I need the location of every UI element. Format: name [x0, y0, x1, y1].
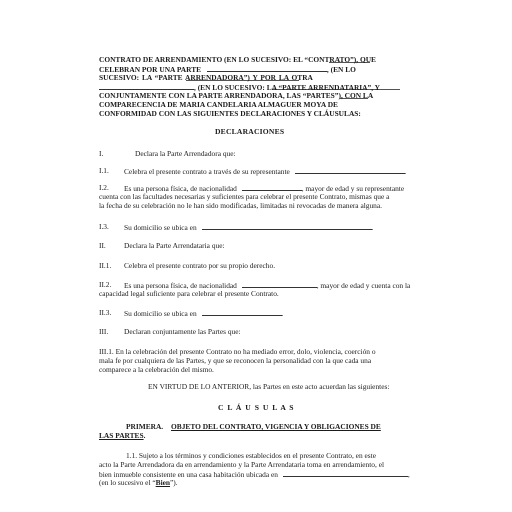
- decl-i3-line: Su domicilio se ubica en .: [124, 223, 374, 232]
- intro-line-7: CONFORMIDAD CON LAS SIGUIENTES DECLARACIONES Y CLÁUSULAS:: [99, 109, 361, 118]
- primera-line-2: [99, 431, 145, 440]
- nacionalidad-arrendadora-blank: [242, 183, 302, 191]
- clause-1-1-line-4: [99, 478, 178, 487]
- clause-1-1-line-1: 1.1. Sujeto a los términos y condiciones establecidos en el presente Contrato, en este: [126, 451, 376, 460]
- clause-1-1-line-4a: (en lo sucesivo el “: [99, 478, 156, 487]
- clause-1-1-line-3: bien inmueble consistente en una casa habitación ubicada en ,: [99, 470, 410, 479]
- decl-ii2-text-a: Es una persona física, de nacionalidad: [124, 281, 237, 290]
- decl-i-text: Declara la Parte Arrendadora que:: [135, 149, 236, 158]
- decl-i-number: I.: [99, 149, 104, 158]
- primera-line-1: [126, 422, 381, 431]
- clausulas-heading: C L Á U S U L A S: [218, 403, 295, 412]
- en-virtud-paragraph: EN VIRTUD DE LO ANTERIOR, las Partes en este acto acuerdan las siguientes:: [148, 382, 390, 391]
- decl-ii2-number: II.2.: [99, 280, 112, 289]
- intro-line-3: SUCESIVO: LA “PARTE ARRENDADORA”) Y POR LA OTRA: [99, 73, 313, 82]
- intro-line-5: CONJUNTAMENTE CON LA PARTE ARRENDADORA, LAS “PARTES”), CON LA: [99, 91, 374, 100]
- decl-i3-text: Su domicilio se ubica en: [124, 223, 197, 232]
- decl-i2-line-3: la fecha de su celebración no le han sido modificadas, limitadas ni revocadas de manera alguna.: [99, 201, 382, 210]
- decl-i3-number: I.3.: [99, 222, 109, 231]
- clause-1-1-line-4c: ”).: [170, 478, 178, 487]
- primera-title-cont: LAS PARTES: [99, 431, 144, 440]
- decl-i2-number: I.2.: [99, 183, 109, 192]
- intro-line-4-text: , (EN LO SUCESIVO: LA “PARTE ARRENDATARIA”, Y: [194, 83, 380, 92]
- representante-blank: [295, 166, 405, 174]
- decl-ii1-number: II.1.: [99, 261, 112, 270]
- clause-1-1-line-3-text: bien inmueble consistente en una casa habitación ubicada en: [99, 470, 278, 479]
- ubicacion-bien-blank: [283, 469, 408, 477]
- intro-line-2-text: CELEBRAN POR UNA PARTE: [99, 65, 202, 74]
- decl-ii3-number: II.3.: [99, 308, 112, 317]
- arrendataria-name-blank: [99, 82, 194, 90]
- decl-ii3-text: Su domicilio se ubica en: [124, 309, 197, 318]
- decl-iii1-line-2: mala fe por cualquiera de las Partes, y que se reconocen la personalidad con la que cada una: [99, 356, 372, 365]
- decl-ii-text: Declara la Parte Arrendataria que:: [124, 241, 225, 250]
- decl-iii-number: III.: [99, 327, 109, 336]
- decl-i2-line-2: cuenta con las facultades necesarias y suficientes para celebrar el presente Contrato, mismas que a: [99, 192, 390, 201]
- intro-line-2-end: , (EN LO: [326, 65, 356, 74]
- intro-line-6: COMPARECENCIA DE MARIA CANDELARIA ALMAGUER MOYA DE: [99, 100, 338, 109]
- bien-term: Bien: [155, 478, 171, 487]
- domicilio-arrendadora-blank: [202, 222, 372, 230]
- decl-ii3-line: Su domicilio se ubica en .: [124, 309, 284, 318]
- decl-i1-text: Celebra el presente contrato a través de su representante: [124, 167, 290, 176]
- decl-i1-line: Celebra el presente contrato a través de su representante .: [124, 167, 407, 176]
- intro-line-1: CONTRATO DE ARRENDAMIENTO (EN LO SUCESIVO: EL “CONTRATO”), QUE: [99, 55, 376, 64]
- decl-i2-text-a: Es una persona física, de nacionalidad: [124, 184, 237, 193]
- decl-iii1-line-3: comparece a la celebración del mismo.: [99, 365, 214, 374]
- nacionalidad-arrendataria-blank: [242, 280, 317, 288]
- decl-iii1-line-1: III.1. En la celebración del presente Contrato no ha mediado error, dolo, violencia, coerción o: [99, 347, 376, 356]
- decl-ii1-text: Celebra el presente contrato por su propio derecho.: [124, 261, 276, 270]
- arrendadora-name-blank: [207, 64, 327, 72]
- domicilio-arrendataria-blank: [202, 308, 282, 316]
- decl-i1-number: I.1.: [99, 166, 109, 175]
- primera-title-end: .: [143, 431, 146, 440]
- primera-label: PRIMERA.: [126, 422, 164, 431]
- decl-ii-number: II.: [99, 241, 106, 250]
- decl-ii2-line-2: capacidad legal suficiente para celebrar el presente Contrato.: [99, 289, 279, 298]
- declaraciones-heading: DECLARACIONES: [215, 127, 285, 136]
- clause-1-1-line-2: acto la Parte Arrendadora da en arrendamiento y la Parte Arrendataria toma en arrendamiento, el: [99, 460, 385, 469]
- decl-ii2-text-b: , mayor de edad y cuenta con la: [316, 281, 411, 290]
- primera-title: OBJETO DEL CONTRATO, VIGENCIA Y OBLIGACIONES DE: [171, 422, 381, 431]
- decl-i2-text-b: , mayor de edad y su representante: [301, 184, 405, 193]
- decl-iii-text: Declaran conjuntamente las Partes que:: [124, 327, 241, 336]
